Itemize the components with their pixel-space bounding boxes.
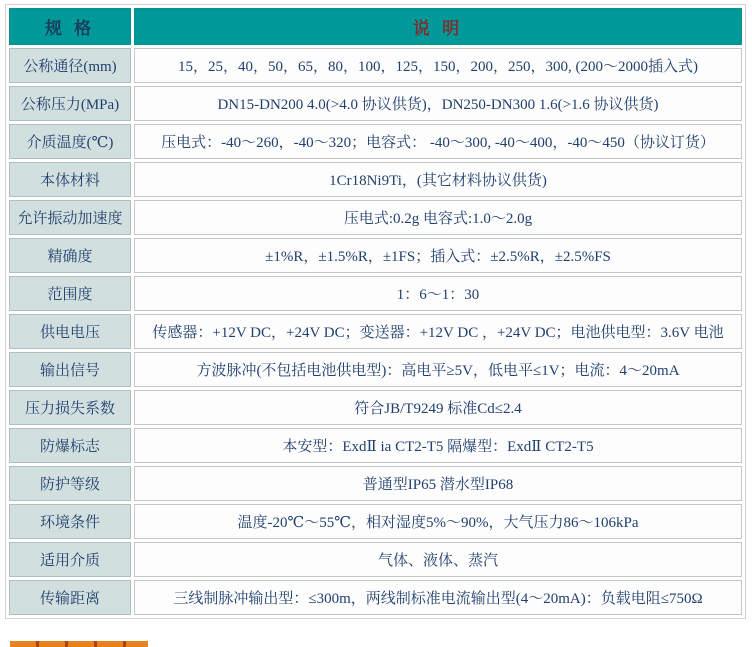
row-label: 环境条件 xyxy=(9,504,131,539)
row-label: 公称压力(MPa) xyxy=(9,86,131,121)
row-label: 范围度 xyxy=(9,276,131,311)
table-row xyxy=(9,428,742,463)
table-row xyxy=(9,86,742,121)
row-value: 1：6～1：30 xyxy=(134,276,742,311)
table-row xyxy=(9,390,742,425)
description-column-header: 说 明 xyxy=(134,8,742,45)
row-value: 传感器：+12V DC，+24V DC；变送器：+12V DC ，+24V DC；电池供电型：3.6V 电池 xyxy=(134,314,742,349)
row-label: 精确度 xyxy=(9,238,131,273)
row-value: 1Cr18Ni9Ti，(其它材料协议供货) xyxy=(134,162,742,197)
row-value: ±1%R，±1.5%R，±1FS；插入式：±2.5%R，±2.5%FS xyxy=(134,238,742,273)
spec-column-header: 规 格 xyxy=(9,8,131,45)
row-value: 气体、液体、蒸汽 xyxy=(134,542,742,577)
row-value: 本安型：ExdⅡ ia CT2-T5 隔爆型：ExdⅡ CT2-T5 xyxy=(134,428,742,463)
table-row xyxy=(9,466,742,501)
table-row xyxy=(9,162,742,197)
spec-table xyxy=(5,4,746,619)
row-value: 普通型IP65 潜水型IP68 xyxy=(134,466,742,501)
table-row xyxy=(9,48,742,83)
row-value: DN15-DN200 4.0(>4.0 协议供货)，DN250-DN300 1.6(>1.6 协议供货) xyxy=(134,86,742,121)
table-row xyxy=(9,200,742,235)
row-value: 温度-20℃～55℃，相对湿度5%～90%，大气压力86～106kPa xyxy=(134,504,742,539)
row-value: 三线制脉冲输出型：≤300m，两线制标准电流输出型(4～20mA)：负载电阻≤750Ω xyxy=(134,580,742,615)
row-label: 压力损失系数 xyxy=(9,390,131,425)
table-row xyxy=(9,124,742,159)
row-value: 压电式:0.2g 电容式:1.0～2.0g xyxy=(134,200,742,235)
table-row xyxy=(9,504,742,539)
table-header-row xyxy=(9,8,742,45)
row-label: 本体材料 xyxy=(9,162,131,197)
row-label: 供电电压 xyxy=(9,314,131,349)
row-label: 输出信号 xyxy=(9,352,131,387)
row-label: 适用介质 xyxy=(9,542,131,577)
table-row xyxy=(9,276,742,311)
row-label: 允许振动加速度 xyxy=(9,200,131,235)
spec-table-body xyxy=(9,48,742,615)
table-row xyxy=(9,314,742,349)
row-value: 方波脉冲(不包括电池供电型)：高电平≥5V，低电平≤1V；电流：4～20mA xyxy=(134,352,742,387)
table-row xyxy=(9,238,742,273)
table-row xyxy=(9,542,742,577)
row-label: 防护等级 xyxy=(9,466,131,501)
row-value: 符合JB/T9249 标准Cd≤2.4 xyxy=(134,390,742,425)
cropped-orange-element xyxy=(10,641,148,647)
row-value: 压电式：-40～260，-40～320；电容式： -40～300, -40～400，-40～450（协议订货） xyxy=(134,124,742,159)
row-value: 15，25，40，50，65，80，100，125，150，200，250，300, (200～2000插入式) xyxy=(134,48,742,83)
row-label: 防爆标志 xyxy=(9,428,131,463)
row-label: 介质温度(℃) xyxy=(9,124,131,159)
table-row xyxy=(9,352,742,387)
row-label: 传输距离 xyxy=(9,580,131,615)
row-label: 公称通径(mm) xyxy=(9,48,131,83)
table-row xyxy=(9,580,742,615)
